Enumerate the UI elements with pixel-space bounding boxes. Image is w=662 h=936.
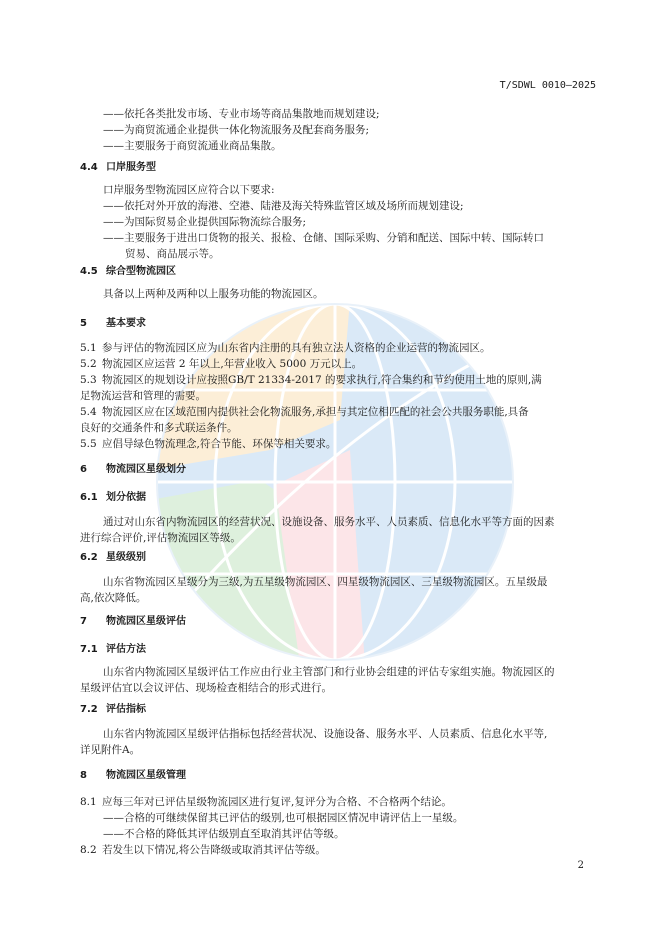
chapter-title: 物流园区星级评估: [106, 616, 186, 627]
section-title: 评估指标: [106, 704, 146, 715]
chapter-number: 6: [80, 464, 87, 475]
section-title: 口岸服务型: [106, 162, 156, 173]
list-item: ——为国际贸易企业提供国际物流综合服务;: [103, 216, 307, 228]
list-item: ——依托各类批发市场、专业市场等商品集散地而规划建设;: [103, 108, 380, 120]
paragraph: 具备以上两种及两种以上服务功能的物流园区。: [103, 288, 324, 300]
chapter-heading: [80, 316, 146, 332]
list-item: ——主要服务于商贸流通业商品集散。: [103, 140, 282, 152]
clause-text: 若发生以下情况,将公告降级或取消其评估等级。: [102, 844, 326, 856]
clause-number: 5.2: [80, 358, 97, 370]
clause: [80, 436, 336, 452]
chapter-title: 物流园区星级管理: [106, 770, 186, 781]
paragraph: 山东省物流园区星级分为三级,为五星级物流园区、四星级物流园区、三星级物流园区。五星级最: [103, 576, 548, 588]
section-number: 7.1: [80, 644, 98, 655]
paragraph: 山东省内物流园区星级评估工作应由行业主管部门和行业协会组建的评估专家组实施。物流园区的: [103, 666, 555, 678]
paragraph: 详见附件A。: [80, 744, 141, 756]
section-heading: [80, 550, 146, 566]
clause-text: 应倡导绿色物流理念,符合节能、环保等相关要求。: [102, 438, 337, 450]
section-heading: [80, 160, 156, 176]
clause: [80, 356, 362, 372]
paragraph: 口岸服务型物流园区应符合以下要求:: [103, 184, 275, 196]
paragraph: 进行综合评价,评估物流园区等级。: [80, 532, 241, 544]
page-number: 2: [577, 860, 584, 871]
clause: [80, 340, 491, 356]
paragraph: 通过对山东省内物流园区的经营状况、设施设备、服务水平、人员素质、信息化水平等方面的因素: [103, 516, 555, 528]
clause-text: 参与评估的物流园区应为山东省内注册的具有独立法人资格的企业运营的物流园区。: [102, 342, 491, 354]
clause-number: 8.2: [80, 844, 97, 856]
list-item-continuation: 贸易、商品展示等。: [125, 248, 220, 260]
clause: [80, 372, 542, 388]
section-heading: [80, 642, 146, 658]
list-item: ——为商贸流通企业提供一体化物流服务及配套商务服务;: [103, 124, 370, 136]
list-item: ——合格的可继续保留其已评估的级别,也可根据园区情况申请评估上一星级。: [103, 812, 464, 824]
paragraph: 星级评估宜以会议评估、现场检查相结合的形式进行。: [80, 682, 332, 694]
chapter-title: 物流园区星级划分: [106, 464, 186, 475]
clause-number: 8.1: [80, 796, 97, 808]
section-title: 划分依据: [106, 492, 146, 503]
section-number: 4.4: [80, 162, 98, 173]
section-number: 6.2: [80, 552, 98, 563]
chapter-heading: [80, 462, 186, 478]
clause-number: 5.3: [80, 374, 97, 386]
list-item: ——不合格的降低其评估级别直至取消其评估等级。: [103, 828, 345, 840]
paragraph: 山东省内物流园区星级评估指标包括经营状况、设施设备、服务水平、人员素质、信息化水平等,: [103, 728, 548, 740]
chapter-number: 8: [80, 770, 87, 781]
clause-text: 物流园区应运营 2 年以上,年营业收入 5000 万元以上。: [102, 358, 363, 370]
section-number: 6.1: [80, 492, 98, 503]
section-number: 7.2: [80, 704, 98, 715]
section-title: 星级级别: [106, 552, 146, 563]
section-title: 综合型物流园区: [106, 266, 176, 277]
clause-continuation: 良好的交通条件和多式联运条件。: [80, 422, 238, 434]
clause: [80, 404, 529, 420]
chapter-heading: [80, 768, 186, 784]
list-item: ——依托对外开放的海港、空港、陆港及海关特殊监管区域及场所而规划建设;: [103, 200, 464, 212]
clause-text: 应每三年对已评估星级物流园区进行复评,复评分为合格、不合格两个结论。: [102, 796, 452, 808]
section-number: 4.5: [80, 266, 98, 277]
clause: [80, 842, 326, 858]
list-item: ——主要服务于进出口货物的报关、报检、仓储、国际采购、分销和配送、国际中转、国际转口: [103, 232, 544, 244]
chapter-heading: [80, 614, 186, 630]
section-heading: [80, 702, 146, 718]
section-title: 评估方法: [106, 644, 146, 655]
chapter-number: 7: [80, 616, 87, 627]
paragraph: 高,依次降低。: [80, 592, 147, 604]
clause-number: 5.4: [80, 406, 97, 418]
section-heading: [80, 490, 146, 506]
clause-text: 物流园区的规划设计应按照GB/T 21334-2017 的要求执行,符合集约和节约使用土地的原则,满: [102, 374, 542, 386]
clause-number: 5.5: [80, 438, 97, 450]
clause-text: 物流园区应在区域范围内提供社会化物流服务,承担与其定位相匹配的社会公共服务职能,具备: [102, 406, 529, 418]
chapter-number: 5: [80, 318, 87, 329]
document-id: T/SDWL 0010—2025: [499, 80, 596, 91]
section-heading: [80, 264, 176, 280]
clause-number: 5.1: [80, 342, 97, 354]
clause: [80, 794, 452, 810]
chapter-title: 基本要求: [106, 318, 146, 329]
clause-continuation: 足物流运营和管理的需要。: [80, 390, 206, 402]
